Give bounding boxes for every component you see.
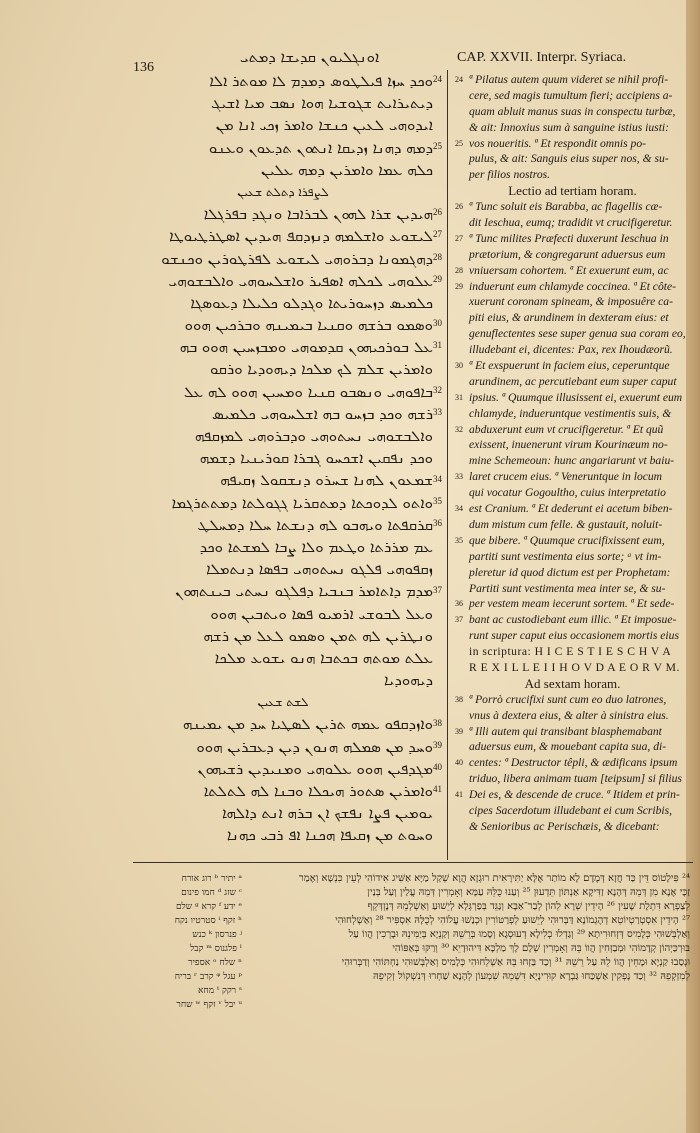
verse-number: 31 <box>455 392 463 402</box>
latin-line <box>455 88 690 104</box>
verse-number: 24 <box>455 75 463 84</box>
syriac-line: ܥܠܬ ܡܘܬܗ ܒܟܬܒܐ ܗܢܘ ܝܫܘܥ ܡܠܟܐ <box>214 648 433 667</box>
latin-line <box>455 215 690 231</box>
syriac-line: ܘܐܡܪܝܢ ܫܠܡ ܠܟ ܡܠܟܐ ܕܝܗܘܕܝܐ ܘܪܩܘ <box>210 360 433 379</box>
syriac-line: ܘܚܕ ܡܢ ܣܡܠܗ ܗܢܘܢ ܕܝܢ ܕܥܒܪܝܢ ܗܘܘ <box>196 737 433 756</box>
verse-number: 40 <box>455 758 463 768</box>
verse-number: 28 <box>433 251 442 262</box>
syriac-line: ܪܫܗ ܘܟܕ ܒܙܚܘ ܒܗ ܐܫܠܚܘܗܝ ܟܠܡܝܣ <box>212 404 433 423</box>
latin-line <box>455 739 690 755</box>
latin-line-text: exissent, inuenerunt virum Kourinæum no- <box>469 438 668 452</box>
verse-number: 31 <box>433 340 442 351</box>
latin-line <box>455 294 690 310</box>
latin-line-text: Ad sextam horam. <box>524 675 621 691</box>
latin-line-text: laret crucem eius. ª Veneruntque in locum <box>469 470 663 484</box>
hebrew-line: לְמִזְקְפֵהּ ³² וְכַד נָפְקִין אַשְׁכַּחוּ גַּבְרָא קוּרִינָיָא דִּשְׁמֵהּ שִׁמְעוֹן לְהָנָא שַׁחְרוּ דְּנִשְׁקוֹל זְקִיפֵהּ <box>373 971 690 982</box>
hebrew-line: ²⁷ הָידֵין אִסְטְרַטְיוֹטֵא דְהֶגְמוֹנָא דַּבְּרוּהִי לְיֵשׁוּעַ לְפְרַטּוֹרִין וּכְנַשׁוּ עֲלוֹהִי לְכֻלָּהּ אִסְפִּיר ²⁸ וְאַשְׁלְחוּהִי <box>335 915 690 926</box>
latin-line-text: pulus, & ait: Sanguis eius super nos, & su- <box>469 152 669 166</box>
latin-line-text: vos noueritis. ª Et respondit omnis po- <box>469 136 646 150</box>
latin-line-text: dit Ieschua, eumq; tradidit vt crucifigeretur. <box>469 216 673 230</box>
verse-number: 34 <box>455 504 463 514</box>
syriac-line: ܕܝܬܝܪܐܝܬ ܫܓܘܫܝܐ ܗܘܐ ܢܣܒ ܡܝܐ ܐܫܝܓ <box>211 94 433 113</box>
latin-line-text: cipes Sacerdotum illudebant ei cum Scribis, <box>469 803 673 817</box>
latin-line <box>455 469 690 485</box>
hebrew-margin-note: ˢ רקק ᵗ מחא <box>198 986 242 996</box>
latin-line <box>455 279 690 295</box>
latin-line <box>455 628 690 644</box>
latin-line-text: chlamyde, indueruntque vestimentis suis, & <box>469 406 672 420</box>
syriac-line: ܟܠܗ ܥܡܐ ܘܐܡܪܝܢ ܕܡܗ ܥܠܝܢ <box>261 160 433 179</box>
latin-line-text: dum mistum cum felle. & gustauit, noluit- <box>469 517 663 531</box>
syriac-line: ܥܠ ܒܘܪܟܝܗܘܢ ܩܕܡܘܗܝ ܘܡܒܙܚܝܢ ܗܘܘ ܒܗ <box>179 338 433 357</box>
latin-line-text: vnus à dextera eius, & alter à sinistra eius. <box>469 708 669 722</box>
verse-number: 36 <box>455 599 463 609</box>
verse-number: 27 <box>433 229 442 240</box>
latin-line-text: per vestem meam iecerunt sortem. ª Et sede- <box>469 597 675 611</box>
latin-line-text: que bibere. ª Quumque crucifixissent eum, <box>469 533 665 547</box>
verse-number: 25 <box>455 138 463 148</box>
latin-line-text: qui vocatur Gogoultho, cuius interpretatio <box>469 486 666 500</box>
latin-line-text: per filios nostros. <box>469 168 551 182</box>
verse-number: 32 <box>455 424 463 434</box>
syriac-line: ܠܫܬ ܫܥܝܢ <box>257 695 309 710</box>
hebrew-margin-note: ᵖ עגל ᵠ קרב ʳ בריח <box>174 972 242 982</box>
latin-line <box>455 501 690 517</box>
latin-line-text: in scriptura: H I C E S T I E S C H V A <box>469 645 672 659</box>
verse-number: 32 <box>433 384 442 395</box>
latin-line <box>455 151 690 167</box>
verse-number: 37 <box>455 615 463 625</box>
verse-number: 41 <box>455 790 463 800</box>
latin-line-text: bant ac custodiebant eum illic. ª Et imposue- <box>469 613 677 627</box>
latin-line-text: centes: ª Destructor têpli, & ædificans ipsum <box>469 756 678 770</box>
footer-divider <box>133 862 693 863</box>
latin-line-text: Partiti sunt vestimenta mea inter se, & su- <box>469 581 666 595</box>
latin-line <box>455 326 690 342</box>
hebrew-line: בּוּרְכַּיְהוֹן קְדָמוֹהִי וּמְבַזְּחִין הֲווֹ בֵּהּ וְאָמְרִין שְׁלָם לָךְ מַלְכָּא דִּיהוּדָיֵא ³⁰ וְרַקּוּ בְּאַפּוֹהִי <box>392 943 690 954</box>
latin-line-text: xuerunt coronam spineam, & imposuêre ca- <box>469 295 673 309</box>
latin-line-text: ª Pilatus autem quum videret se nihil profi- <box>469 73 669 86</box>
latin-line-text: illudebant ei, dicentes: Pax, rex Ihoudæorũ. <box>469 343 673 357</box>
latin-line <box>455 755 690 771</box>
latin-line <box>455 771 690 787</box>
latin-line-text: vniuersam cohortem. ª Et exuerunt eum, ac <box>469 263 669 277</box>
verse-number: 35 <box>433 495 442 506</box>
verse-number: 35 <box>455 535 463 545</box>
latin-line <box>455 692 690 708</box>
latin-line <box>455 644 690 660</box>
verse-number: 28 <box>455 265 463 275</box>
latin-line <box>455 533 690 549</box>
verse-number: 38 <box>455 694 463 704</box>
syriac-line: ܘܐܬܘ ܠܕܘܟܬܐ ܕܡܬܩܪܝܐ ܓܓܘܠܬܐ ܕܡܬܬܪܓܡܐ <box>171 493 433 512</box>
latin-line-text: partiti sunt vestimenta eius sorte; ᵃ vt im- <box>469 549 662 563</box>
latin-line <box>455 517 690 533</box>
verse-number: 30 <box>455 361 463 371</box>
hebrew-margin-note: ᵃ יתיר ᵇ רוג אורח <box>181 874 242 884</box>
latin-line <box>455 310 690 326</box>
latin-line <box>455 374 690 390</box>
syriac-line: ܕܝܗܘܕܝܐ <box>383 671 433 690</box>
latin-line <box>455 104 690 120</box>
latin-line <box>455 358 690 374</box>
latin-line <box>455 565 690 581</box>
syriac-running-title: ܐܘܢܓܠܝܘܢ ܩܕܝܫܐ ܕܡܬܝ <box>240 48 380 66</box>
syriac-line: ܕܗܓܡܘܢܐ ܕܒܪܘܗܝ ܠܝܫܘܥ ܠܦܪܛܘܪܝܢ ܘܟܢܫܘ <box>161 249 433 268</box>
latin-line-text: est Cranium. ª Et dederunt ei acetum biben- <box>469 502 673 516</box>
verse-number: 29 <box>455 281 463 291</box>
latin-line <box>455 342 690 358</box>
latin-line-text: aduersus eum, & mouebant capita sua, di- <box>469 740 667 754</box>
latin-line-text: pleretur id quod dictum est per Prophetam: <box>469 565 671 579</box>
syriac-text-column <box>133 70 433 847</box>
hebrew-line: לְצַפְרָא דִּתְלָת שָׁעִין ²⁶ הָידֵין שְׁרָא לְהוֹן לְבַר־אַבָּא וְנַגֵּד בְּפַרְגְּלָא לְיֵשׁוּעַ וְאַשְׁלְמֵהּ דְּנֶזְדְּקֵף <box>367 901 690 912</box>
latin-line-text: piti eius, & arundinem in dexteram eius: et <box>469 311 669 325</box>
verse-number: 26 <box>433 207 442 218</box>
syriac-line: ܥܡ ܡܪܪܬܐ ܘܛܥܡ ܘܠܐ ܨܒܐ ܠܡܫܬܐ ܘܟܕ <box>199 537 433 556</box>
latin-line <box>455 549 690 565</box>
syriac-line: ܘܣܡܘ ܒܪܫܗ ܘܩܢܝܐ ܒܝܡܝܢܗ ܘܒܪܟܝܢ ܗܘܘ <box>184 316 433 335</box>
latin-line-text: prætorium, & congregarunt aduersus eum <box>469 247 666 261</box>
syriac-line: ܘܐܡܪܝܢ ܣܬܘܪ ܗܝܟܠܐ ܘܒܢܐ ܠܗ ܠܬܠܬܐ <box>203 782 433 800</box>
verse-number: 33 <box>455 472 463 482</box>
verse-number: 25 <box>433 140 442 151</box>
syriac-line: ܝܘܡܝܢ ܦܨܐ ܢܦܫܟ ܐܢ ܒܪܗ ܐܢܬ ܕܐܠܗܐ <box>221 804 433 823</box>
hebrew-margin-note: ˡ פלגנוס ᵐ קבל <box>190 944 242 954</box>
verse-number: 30 <box>433 318 442 329</box>
syriac-line: ܡܓܕܦܝܢ ܗܘܘ ܥܠܘܗܝ ܘܡܢܝܕܝܢ ܪܫܝܗܘܢ <box>197 759 433 778</box>
hebrew-line: ²⁴ פִּילָטוֹס דֵּין כַּד חֲזָא דְּמֶדֶם לָא מוֹתַר אֶלָּא יַתִּירָאִית רוּגְזָא הֲוָא שְׁקַל מַיָּא אַשִּׁיג אִידוֹהִי לְעֵין כִּנְשָׁא וְאֶמַר <box>298 873 690 884</box>
syriac-line: ܘܟܕ ܢܦܩܝܢ ܐܫܟܚܘ ܓܒܪܐ ܩܘܪܝܢܝܐ ܕܫܡܗ <box>199 449 433 468</box>
syriac-line: ܗܝܕܝܢ ܫܪܐ ܠܗܘܢ ܠܒܪܐܒܐ ܘܢܓܕ ܒܦܪܓܠܐ <box>203 205 433 224</box>
latin-line-text: induerunt eum chlamyde coccinea. ª Et côte- <box>469 279 676 293</box>
syriac-line: ܠܝܫܘܥ ܘܐܫܠܡܗ ܕܢܙܕܩܦ ܗܝܕܝܢ ܐܣܛܪܛܝܘܛܐ <box>169 227 433 246</box>
hebrew-line: וְאַלְבְּשׁוּהִי כְּלָמִיס דְּזְחוּרִיתָא ²⁹ וְגַדְלוּ כְלִילָא דְעוּסְגָא וְסָמוּ בְּרֵשֵׁהּ וְקַנְיָא בְּיַמִּינֵהּ וּבָרְכִין הֲווֹ עַל <box>348 929 690 940</box>
latin-line <box>455 72 690 88</box>
hebrew-margin-note: ʰ זקף ⁱ סטרטיו נקח <box>174 916 242 926</box>
latin-line <box>455 390 690 406</box>
latin-line-text: arundinem, ac percutiebant eum super caput <box>469 374 677 388</box>
latin-line <box>455 803 690 819</box>
page-number: 136 <box>133 60 154 75</box>
latin-line <box>455 247 690 263</box>
verse-number: 24 <box>433 74 442 84</box>
latin-line-text: genuflectentes sese super genua sua coram eo, <box>469 327 686 341</box>
syriac-line: ܙܩܦܘܗܝ ܦܠܓܘ ܢܚܬܘܗܝ ܒܦܣܐ ܕܢܬܡܠܐ <box>206 560 433 579</box>
latin-line-text: cere, sed magis tumultum fieri; accipiens a- <box>469 88 673 102</box>
latin-line-text: R E X I L L E I I H O V D A E O R V M. <box>469 660 680 674</box>
hebrew-margin-note: ʲ פנרסון ᵏ כנש <box>192 930 242 940</box>
syriac-line: ܘܟܕ ܚܙܐ ܦܝܠܛܘܣ ܕܡܕܡ ܠܐ ܡܘܬܪ ܐܠܐ <box>209 72 433 90</box>
verse-number: 38 <box>433 717 442 728</box>
latin-line-text: ª Porrò crucifixi sunt cum eo duo latrones, <box>469 692 667 706</box>
latin-line <box>455 708 690 724</box>
latin-line-text: Lectio ad tertiam horam. <box>508 183 637 199</box>
syriac-line: ܡܕܡ ܕܐܬܐܡܪ ܒܢܒܝܐ ܕܦܠܓܘ ܢܚܬܝ ܒܝܢܬܗܘܢ <box>175 582 433 601</box>
syriac-line: ܘܐܙܕܩܦܘ ܥܡܗ ܬܪܝܢ ܠܣܛܝܐ ܚܕ ܡܢ ܝܡܝܢܗ <box>182 715 433 734</box>
syriac-line: ܘܢܛܪܝܢ ܠܗ ܬܡܢ ܘܣܡܘ ܠܥܠ ܡܢ ܪܫܗ <box>203 626 433 645</box>
latin-section-heading <box>455 183 690 199</box>
verse-number: 29 <box>433 273 442 284</box>
syriac-line: ܥܠܘܗܝ ܠܟܠܗ ܐܣܦܝܪ ܘܐܫܠܚܘܗܝ ܘܐܠܒܫܘܗܝ <box>168 271 433 290</box>
hebrew-margin-note: ᵘ יבל ᵛ זקף ʷ שחר <box>176 1000 242 1010</box>
latin-line-text: ª Et exspuerunt in faciem eius, ceperuntque <box>469 359 670 373</box>
verse-number: 33 <box>433 407 442 417</box>
syriac-line: ܫܡܥܘܢ ܠܗܢܐ ܫܚܪܘ ܕܢܫܩܘܠ ܙܩܝܦܗ <box>220 471 433 490</box>
verse-number: 36 <box>433 518 442 528</box>
latin-line <box>455 581 690 597</box>
syriac-line: ܠܨܦܪܐ ܕܬܠܬ ܫܥܝܢ <box>237 184 329 199</box>
syriac-line: ܩܪܩܦܬܐ ܘܝܗܒܘ ܠܗ ܕܢܫܬܐ ܚܠܐ ܕܡܚܠܛ <box>197 515 433 534</box>
hebrew-margin-note: ᵉ ידע ᶠ קרא ᵍ שלם <box>175 902 242 912</box>
latin-line-text: runt super caput eius occasionem mortis eius <box>469 629 679 643</box>
latin-line <box>455 724 690 740</box>
latin-line <box>455 485 690 501</box>
verse-number: 39 <box>455 726 463 736</box>
latin-line <box>455 596 690 612</box>
latin-line <box>455 422 690 438</box>
verse-number: 34 <box>433 473 442 484</box>
verse-number: 26 <box>455 202 463 212</box>
syriac-line: ܘܥܠ ܠܒܘܫܝ ܐܪܡܝܘ ܦܣܐ ܘܝܬܒܝܢ ܗܘܘ <box>210 604 433 623</box>
hebrew-margin-note: ᶜ שזג ᵈ חמו פינום <box>181 888 242 898</box>
hebrew-margin-notes <box>136 872 242 1012</box>
hebrew-line: זַכָּי אֶנָא מִן דְּמֵהּ דְּהָנָא זַדִּיקָא אַנְתּוֹן תֵּדְעוּן ²⁵ וְעַנוּ כֻּלֵּהּ עַמָּא וְאָמְרִין דְּמֵהּ עֲלַין וְעַל בְּנַין <box>367 887 690 898</box>
latin-line <box>455 787 690 803</box>
latin-line <box>455 612 690 628</box>
latin-line <box>455 136 690 152</box>
latin-line-text: ª Tunc soluit eis Barabba, ac flagellis cæ- <box>469 200 663 214</box>
latin-line-text: & Senioribus ac Perischæis, & dicebant: <box>469 819 660 833</box>
syriac-line: ܒܐܦܘܗܝ ܘܢܣܒܘ ܩܢܝܐ ܘܡܚܝܢ ܗܘܘ ܠܗ ܥܠ <box>183 382 433 401</box>
verse-number: 27 <box>455 233 463 243</box>
column-divider <box>447 70 448 860</box>
syriac-line: ܟܠܡܝܣ ܕܙܚܘܪܝܬܐ ܘܓܕܠܘ ܟܠܝܠܐ ܕܥܘܣܓܐ <box>190 293 433 312</box>
latin-text-column <box>455 72 690 835</box>
verse-number: 39 <box>433 740 442 750</box>
latin-line-text: mine Schemeoun: hunc angariarunt vt baiu- <box>469 454 675 468</box>
latin-line-text: quam abluit manus suas in conspectu turbæ, <box>469 104 676 118</box>
latin-line-text: abduxerunt eum vt crucifigeretur. ª Et quũ <box>469 422 664 436</box>
verse-number: 40 <box>433 762 442 773</box>
latin-line <box>455 120 690 136</box>
latin-line <box>455 406 690 422</box>
hebrew-line: וּנְסַבוּ קַנְיָא וּמָחֵין הֲווֹ לֵהּ עַל רֵשֵׁהּ ³¹ וְכַד בַּזְחוּ בֵּהּ אַשְׁלְחוּהִי כְּלָמִיס וְאַלְבְּשׁוּהִי נַחְתּוֹהִי וְדַבְּרוּהִי <box>341 957 690 968</box>
latin-line-text: Dei es, & descende de cruce. ª Itidem et prin- <box>469 788 680 802</box>
latin-running-title: CAP. XXVII. Interpr. Syriaca. <box>457 50 627 65</box>
latin-line <box>455 819 690 835</box>
syriac-line: ܘܚܘܬ ܡܢ ܙܩܝܦܐ ܗܟܢܐ ܐܦ ܪܒܝ ܟܗܢܐ <box>226 826 433 845</box>
latin-line-text: ª Tunc milites Præfecti duxerunt Ieschua in <box>469 231 669 245</box>
verse-number: 37 <box>433 584 442 595</box>
latin-line-text: ipsius. ª Quumque illusissent ei, exuerunt eum <box>469 390 683 404</box>
syriac-line: ܐܝܕܘܗܝ ܠܥܝܢ ܟܢܫܐ ܘܐܡܪ ܙܟܝ ܐܢܐ ܡܢ <box>215 116 433 135</box>
syriac-line: ܘܐܠܒܫܘܗܝ ܢܚܬܘܗܝ ܘܕܒܪܘܗܝ ܠܡܙܩܦܗ <box>194 427 433 445</box>
latin-line-text: triduo, libera animam tuam [teipsum] si filius <box>469 772 682 786</box>
latin-line <box>455 660 690 676</box>
hebrew-margin-note: ⁿ שלח ᵒ אספיר <box>188 958 242 968</box>
latin-section-heading <box>455 676 690 692</box>
syriac-line: ܕܡܗ ܕܗܢܐ ܙܕܝܩܐ ܐܢܬܘܢ ܬܕܥܘܢ ܘܥܢܘ <box>208 138 433 157</box>
latin-line <box>455 263 690 279</box>
latin-line <box>455 167 690 183</box>
latin-line-text: ª Illi autem qui transibant blasphemabant <box>469 724 662 738</box>
latin-line <box>455 453 690 469</box>
hebrew-footer-text <box>250 872 690 984</box>
latin-line-text: & ait: Innoxius sum à sanguine istius iusti: <box>469 120 669 134</box>
latin-line <box>455 437 690 453</box>
latin-line <box>455 231 690 247</box>
verse-number: 41 <box>433 784 442 795</box>
latin-line <box>455 199 690 215</box>
